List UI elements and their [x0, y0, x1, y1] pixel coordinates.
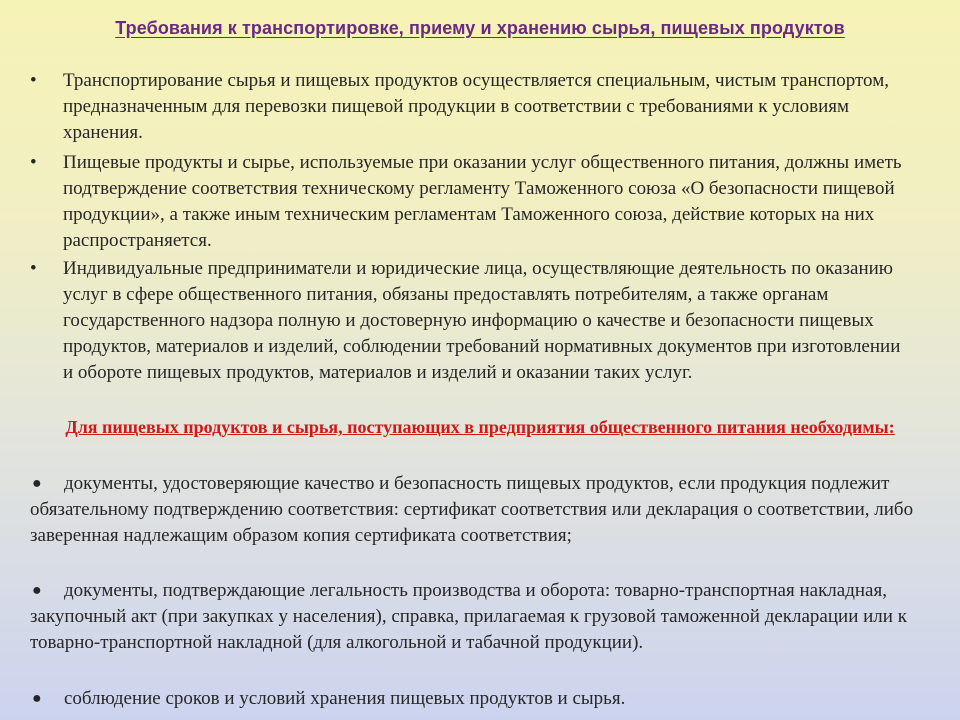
bullet-marker: • — [30, 70, 37, 91]
document-text: соблюдение сроков и условий хранения пищевых продуктов и сырья. — [64, 688, 626, 709]
document-item-storage — [30, 686, 930, 712]
document-text: документы, подтверждающие легальность производства и оборота: товарно-транспортная накладная, закупочный акт (при закупках у населения), справка, прилагаемая к грузовой таможенной декларации или к товарно-транспортной накладной (для алкогольной и табачной продукции). — [30, 580, 907, 653]
dot-marker: ● — [32, 582, 42, 599]
bullet-item-conformity — [30, 150, 908, 254]
document-text: документы, удостоверяющие качество и безопасность пищевых продуктов, если продукция подлежит обязательному подтверждению соответствия: сертификат соответствия или декларация о соответствии, либо заверенная надлежащим образом копия сертификата соответствия; — [30, 473, 914, 546]
document-item-legality — [30, 578, 930, 656]
requirements-heading: Для пищевых продуктов и сырья, поступающих в предприятия общественного питания необходимы: — [65, 417, 895, 437]
bullet-text: Пищевые продукты и сырье, используемые при оказании услуг общественного питания, должны иметь подтверждение соответствия техническому регламенту Таможенного союза «О безопасности пищевой продукции», а также иным техническим регламентам Таможенного союза, действие которых на них распространяется. — [63, 152, 902, 251]
bullet-marker: • — [30, 152, 37, 173]
slide-title: Требования к транспортировке, приему и хранению сырья, пищевых продуктов — [115, 18, 845, 38]
bullet-item-information — [30, 256, 908, 386]
dot-marker: ● — [32, 690, 42, 707]
bullet-item-transport — [30, 68, 908, 146]
bullet-marker: • — [30, 258, 37, 279]
bullet-text: Индивидуальные предприниматели и юридические лица, осуществляющие деятельность по оказанию услуг в сфере общественного питания, обязаны предоставлять потребителям, а также органам государственного надзора полную и достоверную информацию о качестве и безопасности пищевых продуктов, материалов и изделий, соблюдении требований нормативных документов при изготовлении и обороте пищевых продуктов, материалов и изделий и оказании таких услуг. — [63, 258, 901, 383]
document-item-quality — [30, 471, 930, 549]
dot-marker: ● — [32, 475, 42, 492]
bullet-text: Транспортирование сырья и пищевых продуктов осуществляется специальным, чистым транспортом, предназначенным для перевозки пищевой продукции в соответствии с требованиями к условиям хранения. — [63, 70, 889, 143]
